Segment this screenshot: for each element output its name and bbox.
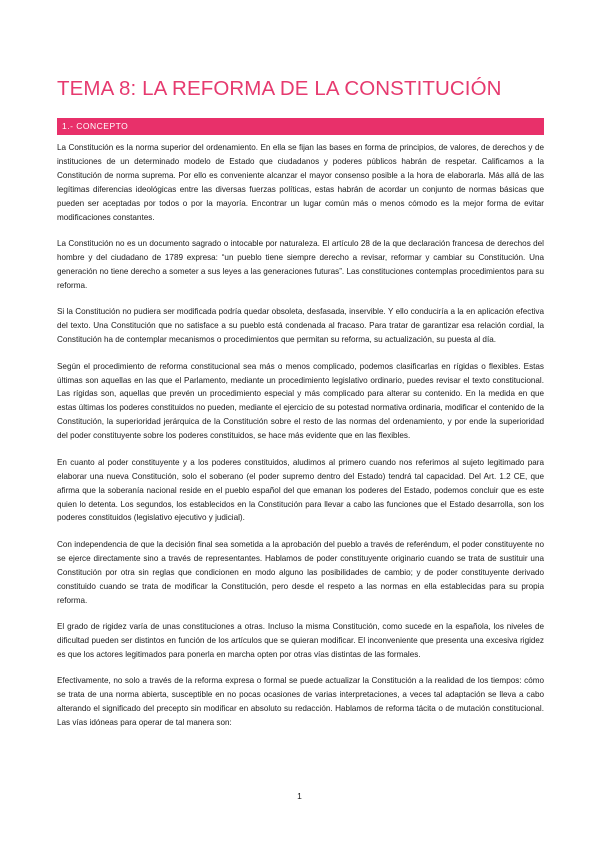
paragraph: La Constitución es la norma superior del ordenamiento. En ella se fijan las bases en forma de principios, de valores, de derechos y de instituciones de un determinado modelo de Estado que ciudadanos y poderes públicos habrán de respetar. Calificamos a la Constitución de norma suprema. Por ello es conveniente alcanzar el mayor consenso posible a la hora de elaborarla. Más allá de las legítimas diferencias ideológicas entre las diversas fuerzas políticas, estas habrán de acordar un conjunto de normas básicas que pueden ser aceptadas por todos o por la mayoría. Encontrar un lugar común más o menos cómodo es la mejor forma de evitar modificaciones constantes. xyxy=(57,143,544,222)
paragraph: La Constitución no es un documento sagrado o intocable por naturaleza. El artículo 28 de la que declaración francesa de derechos del hombre y del ciudadano de 1789 expresa: “un pueblo tiene siempre derecho a revisar, reformar y cambiar su Constitución. Una generación no tiene derecho a someter a sus leyes a las generaciones futuras”. Las constituciones contemplas procedimientos para su reforma. xyxy=(57,239,544,290)
document-body xyxy=(57,141,544,742)
paragraph: Con independencia de que la decisión final sea sometida a la aprobación del pueblo a través de referéndum, el poder constituyente no se ejerce directamente sino a través de representantes. Hablamos de poder constituyente originario cuando se trata de sustituir una Constitución por otra sin reglas que condicionen en modo alguno las posibilidades de cambio; y de poder constituyente derivado constituido cuando se trata de modificar la Constitución, pero desde el respeto a las normas en ella establecidas para su propia reforma. xyxy=(57,539,544,605)
paragraph: En cuanto al poder constituyente y a los poderes constituidos, aludimos al primero cuando nos referimos al sujeto legitimado para elaborar una nueva Constitución, solo el soberano (el poder supremo dentro del Estado) tendrá tal capacidad. Del Art. 1.2 CE, que afirma que la soberanía nacional reside en el pueblo español del que emanan los poderes del Estado, podemos concluir que es este quien lo detenta. Los segundos, los establecidos en la Constitución para llevar a cabo las funciones que el Estado desarrolla, son los poderes constituidos (legislativo ejecutivo y judicial). xyxy=(57,457,544,523)
page-number: 1 xyxy=(297,791,302,801)
paragraph: Si la Constitución no pudiera ser modificada podría quedar obsoleta, desfasada, inservible. Y ello conduciría a la en aplicación efectiva del texto. Una Constitución que no satisface a su pueblo está condenada al fracaso. Para tratar de garantizar esa relación cordial, la Constitución ha de contemplar mecanismos o procedimientos que permitan su reforma, su actualización, su puesta al día. xyxy=(57,307,544,345)
paragraph: Según el procedimiento de reforma constitucional sea más o menos complicado, podemos clasificarlas en rígidas o flexibles. Estas últimas son aquellas en las que el Parlamento, mediante un procedimiento legislativo ordinario, puedes revisar el texto constitucional. Las rígidas son, aquellas que prevén un procedimiento especial y más complicado para alterar su contenido. En la medida en que estas últimas los poderes constituidos no pueden, mediante el ejercicio de su potestad normativa ordinaria, modificar el contenido de la Constitución, la superioridad jerárquica de la Constitución sobre el resto de las normas del ordenamiento, y por ende la superioridad del poder constituyente sobre los poderes constituidos, se hace más evidente que en las flexibles. xyxy=(57,361,544,441)
paragraph: El grado de rigidez varía de unas constituciones a otras. Incluso la misma Constitución, como sucede en la española, los niveles de dificultad pueden ser distintos en función de los artículos que se quieran modificar. El inconveniente que presenta una excesiva rigidez es que los actores legitimados para ponerla en marcha opten por otras vías distintas de las formales. xyxy=(57,621,544,659)
paragraph: Efectivamente, no solo a través de la reforma expresa o formal se puede actualizar la Constitución a la realidad de los tiempos: cómo se trata de una norma abierta, susceptible en no pocas ocasiones de varias interpretaciones, a veces tal adaptación se lleva a cabo alterando el significado del precepto sin modificar en absoluto su redacción. Hablamos de reforma tácita o de mutación constitucional. Las vías idóneas para operar de tal manera son: xyxy=(57,676,544,728)
document-title: TEMA 8: LA REFORMA DE LA CONSTITUCIÓN xyxy=(57,77,502,100)
section-heading-bar xyxy=(57,118,544,135)
section-heading: 1.- CONCEPTO xyxy=(62,121,129,131)
